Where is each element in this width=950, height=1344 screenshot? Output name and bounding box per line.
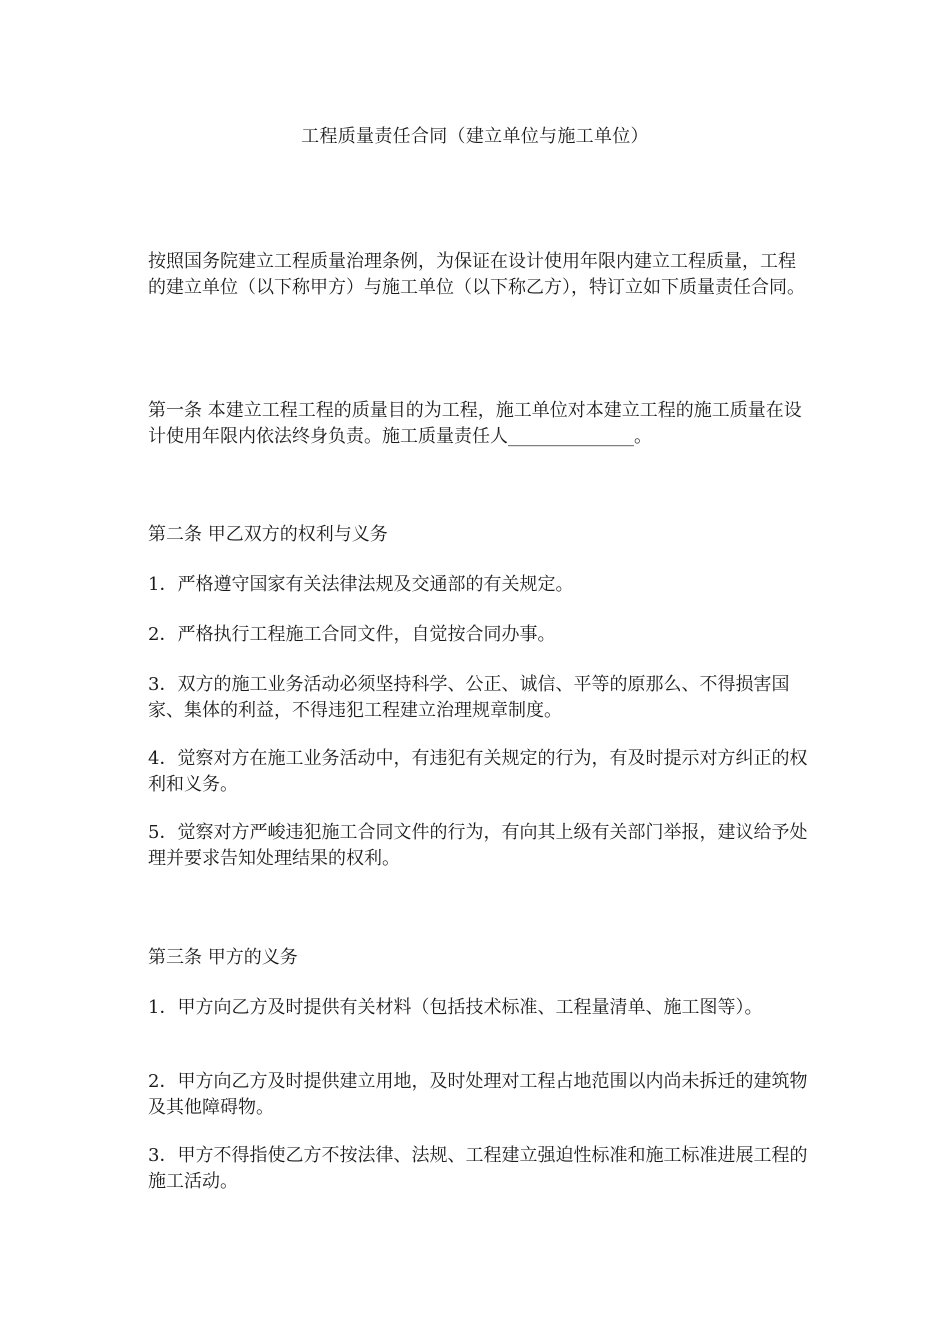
article-2-item-3: 3．双方的施工业务活动必须坚持科学、公正、诚信、平等的原那么、不得损害国家、集体的利益，不得违犯工程建立治理规章制度。 bbox=[148, 674, 790, 721]
article-2-item-2: 2．严格执行工程施工合同文件，自觉按合同办事。 bbox=[148, 624, 556, 645]
document-title: 工程质量责任合同（建立单位与施工单位） bbox=[301, 126, 649, 147]
intro-paragraph: 按照国务院建立工程质量治理条例，为保证在设计使用年限内建立工程质量，工程的建立单位（以下称甲方）与施工单位（以下称乙方），特订立如下质量责任合同。 bbox=[148, 251, 805, 298]
article-3-item-2: 2．甲方向乙方及时提供建立用地，及时处理对工程占地范围以内尚未拆迁的建筑物及其他障碍物。 bbox=[148, 1071, 808, 1118]
article-3-item-3: 3．甲方不得指使乙方不按法律、法规、工程建立强迫性标准和施工标准进展工程的施工活动。 bbox=[148, 1145, 808, 1192]
article-1-paragraph: 第一条 本建立工程工程的质量目的为工程，施工单位对本建立工程的施工质量在设计使用年限内依法终身负责。施工质量责任人______________。 bbox=[148, 400, 802, 447]
article-2-item-1: 1．严格遵守国家有关法律法规及交通部的有关规定。 bbox=[148, 574, 574, 595]
article-2-heading: 第二条 甲乙双方的权利与义务 bbox=[148, 524, 388, 545]
article-3-heading: 第三条 甲方的义务 bbox=[148, 947, 298, 968]
article-2-item-5: 5．觉察对方严峻违犯施工合同文件的行为，有向其上级有关部门举报，建议给予处理并要求告知处理结果的权利。 bbox=[148, 822, 808, 869]
article-2-item-4: 4．觉察对方在施工业务活动中，有违犯有关规定的行为，有及时提示对方纠正的权利和义务。 bbox=[148, 748, 808, 795]
article-3-item-1: 1．甲方向乙方及时提供有关材料（包括技术标准、工程量清单、施工图等）。 bbox=[148, 997, 763, 1018]
